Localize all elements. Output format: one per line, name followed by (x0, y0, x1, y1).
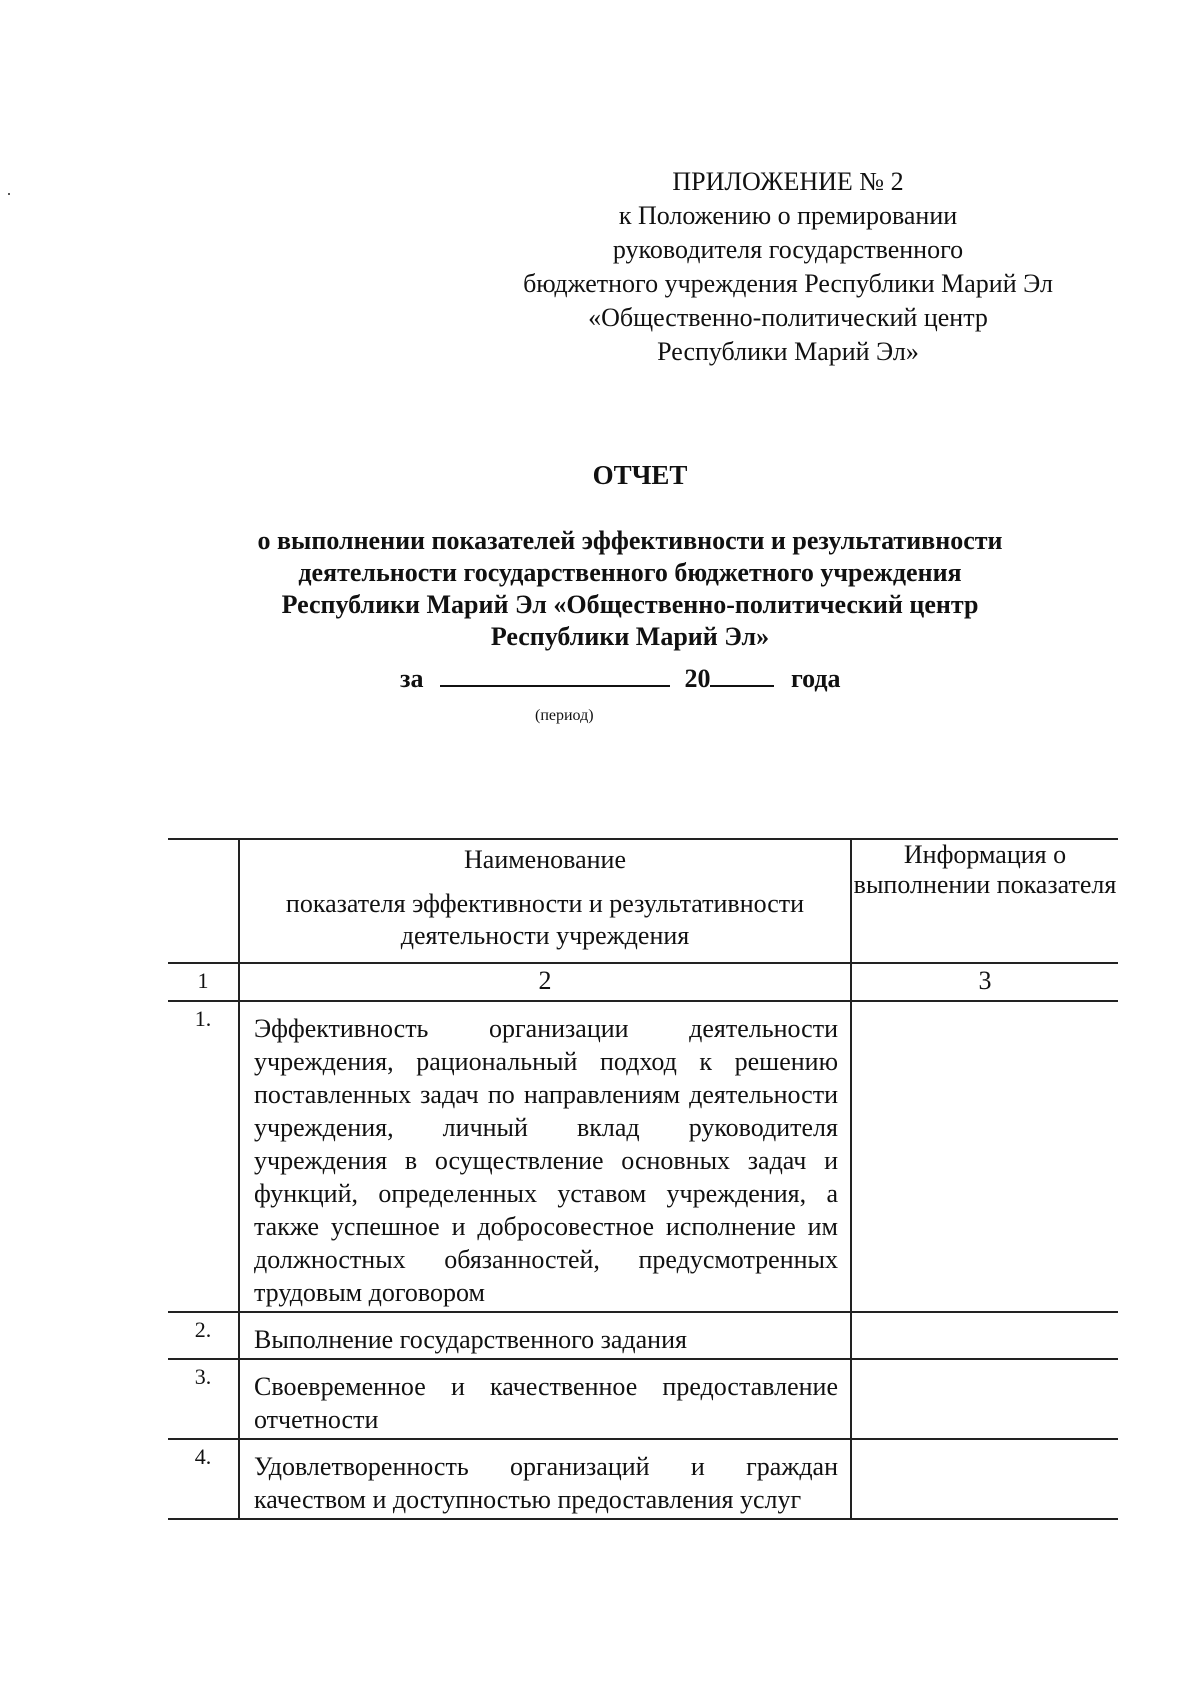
subtitle-line: Республики Марий Эл «Общественно-политический центр (281, 590, 979, 619)
subtitle-line: Республики Марий Эл» (490, 622, 770, 651)
row-indicator: Своевременное и качественное предоставление отчетности (254, 1372, 838, 1434)
scan-dot (8, 193, 10, 195)
indicators-table (168, 838, 1118, 1520)
appendix-line: бюджетного учреждения Республики Марий Эл (523, 269, 1053, 298)
row-number: 4. (194, 1444, 212, 1469)
header-name-cell (239, 839, 851, 963)
col-number: 3 (851, 963, 1118, 1001)
row-info-cell[interactable] (851, 1001, 1118, 1312)
header-name-line2: показателя эффективности и результативности деятельности учреждения (285, 889, 805, 950)
table-row (168, 1001, 1118, 1312)
row-info-cell[interactable] (851, 1312, 1118, 1359)
header-info: Информация о выполнении показателя (853, 840, 1117, 899)
table-row (168, 1359, 1118, 1439)
subtitle-line: деятельности государственного бюджетного учреждения (298, 558, 962, 587)
col-number: 2 (239, 963, 851, 1001)
period-line (400, 663, 841, 694)
header-num-cell (168, 839, 239, 963)
period-year: 20 (684, 664, 711, 693)
header-name-line1: Наименование (464, 845, 626, 874)
appendix-line: ПРИЛОЖЕНИЕ № 2 (672, 167, 904, 196)
row-indicator: Эффективность организации деятельности учреждения, рациональный подход к решению поставленных задач по направлениям деятельности учреждения, личный вклад руководителя учреждения в осуществление основных задач и функций, определенных уставом учреждения, а также успешное и добросовестное исполнение им должностных обязанностей, предусмотренных трудовым договором (254, 1014, 838, 1307)
row-indicator: Выполнение государственного задания (254, 1325, 687, 1354)
report-subtitle (150, 525, 1110, 653)
table-header-row (168, 839, 1118, 963)
appendix-line: Республики Марий Эл» (657, 337, 919, 366)
appendix-line: к Положению о премировании (618, 201, 958, 230)
row-info-cell[interactable] (851, 1359, 1118, 1439)
row-info-cell[interactable] (851, 1439, 1118, 1519)
period-blank[interactable] (440, 663, 670, 687)
appendix-line: «Общественно-политический центр (588, 303, 988, 332)
row-indicator: Удовлетворенность организаций и граждан качеством и доступностью предоставления услуг (254, 1452, 838, 1514)
row-number: 2. (194, 1317, 212, 1342)
year-blank[interactable] (710, 663, 774, 687)
period-prefix: за (400, 664, 424, 693)
row-number: 1. (194, 1006, 212, 1031)
period-note: (период) (535, 707, 594, 724)
table-row (168, 1312, 1118, 1359)
table-row (168, 1439, 1118, 1519)
appendix-line: руководителя государственного (612, 235, 964, 264)
column-numbers-row (168, 963, 1118, 1001)
report-title: ОТЧЕТ (592, 460, 688, 490)
subtitle-line: о выполнении показателей эффективности и результативности (257, 526, 1003, 555)
col-number: 1 (168, 963, 239, 1001)
appendix-header (488, 165, 1088, 369)
row-number: 3. (194, 1364, 212, 1389)
header-info-cell (851, 839, 1118, 963)
period-suffix: года (790, 664, 841, 693)
